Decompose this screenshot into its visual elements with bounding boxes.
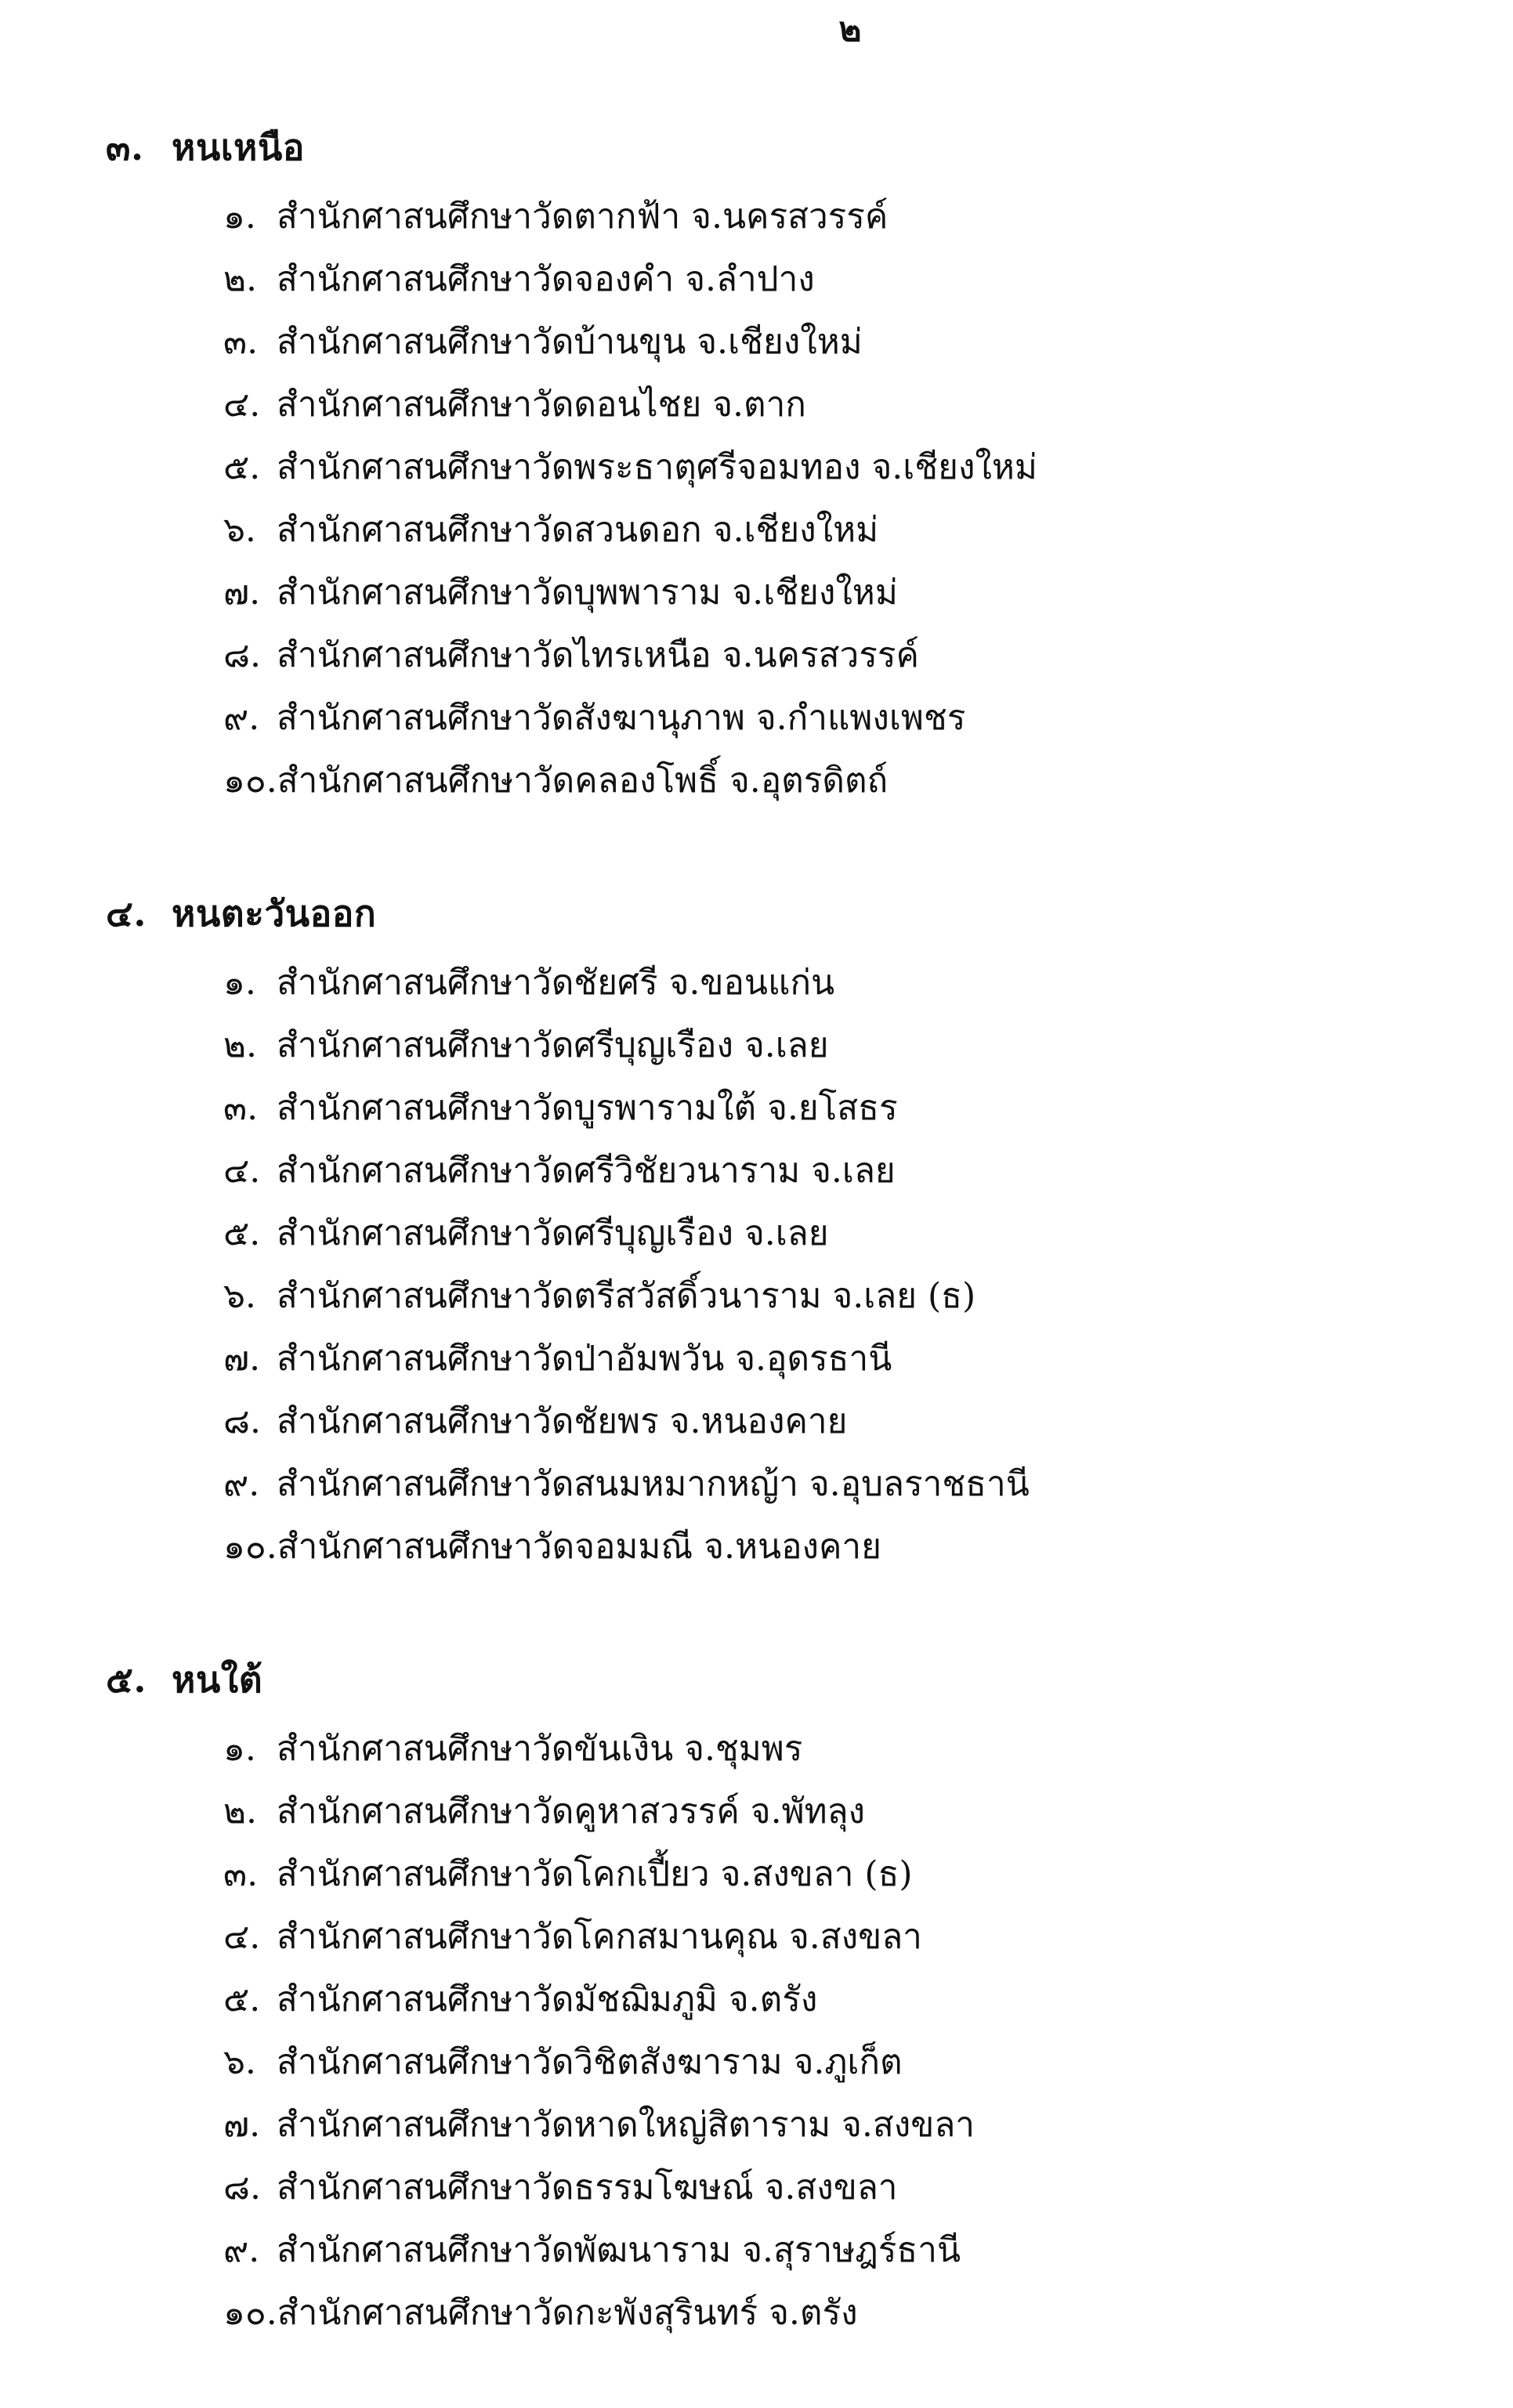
section-title: หนใต้ xyxy=(172,1658,263,1701)
section-title: หนตะวันออก xyxy=(172,891,377,935)
item-number: ๑. xyxy=(223,1729,256,1769)
section-heading xyxy=(0,110,1513,185)
item-number: ๙. xyxy=(223,2230,260,2270)
list-item xyxy=(0,373,1513,436)
item-number: ๓. xyxy=(223,322,259,362)
item-number: ๗. xyxy=(223,2105,261,2145)
item-number: ๖. xyxy=(223,1276,256,1316)
list-item xyxy=(0,1515,1513,1578)
section-number: ๓. xyxy=(106,125,144,168)
item-text: สำนักศาสนศึกษาวัดศรีวิชัยวนาราม จ.เลย xyxy=(277,1151,896,1191)
item-text: สำนักศาสนศึกษาวัดจอมมณี จ.หนองคาย xyxy=(277,1527,881,1567)
list-item xyxy=(0,1452,1513,1515)
item-text: สำนักศาสนศึกษาวัดศรีบุญเรือง จ.เลย xyxy=(277,1213,829,1253)
section-title: หนเหนือ xyxy=(172,125,305,168)
item-number: ๔. xyxy=(223,1151,261,1191)
section-north xyxy=(0,110,1513,812)
item-text: สำนักศาสนศึกษาวัดชัยศรี จ.ขอนแก่น xyxy=(277,963,835,1003)
list-item xyxy=(0,624,1513,686)
item-text: สำนักศาสนศึกษาวัดมัชฌิมภูมิ จ.ตรัง xyxy=(277,1980,818,2019)
item-number: ๕. xyxy=(223,1213,261,1253)
section-number: ๔. xyxy=(106,891,147,935)
item-number: ๔. xyxy=(223,1917,261,1957)
item-text: สำนักศาสนศึกษาวัดขันเงิน จ.ชุมพร xyxy=(277,1729,803,1769)
item-text: สำนักศาสนศึกษาวัดโคกเปี้ยว จ.สงขลา (ธ) xyxy=(277,1854,913,1894)
item-text: สำนักศาสนศึกษาวัดชัยพร จ.หนองคาย xyxy=(277,1401,848,1441)
list-item xyxy=(0,686,1513,749)
item-number: ๑. xyxy=(223,197,256,237)
list-item xyxy=(0,1780,1513,1842)
item-number: ๖. xyxy=(223,510,256,550)
item-number: ๑. xyxy=(223,963,256,1003)
item-text: สำนักศาสนศึกษาวัดสังฆานุภาพ จ.กำแพงเพชร xyxy=(277,698,966,738)
item-text: สำนักศาสนศึกษาวัดศรีบุญเรือง จ.เลย xyxy=(277,1025,829,1065)
list-item xyxy=(0,2156,1513,2218)
item-text: สำนักศาสนศึกษาวัดตรีสวัสดิ์วนาราม จ.เลย (ธ) xyxy=(277,1276,976,1316)
item-number: ๗. xyxy=(223,573,261,613)
item-text: สำนักศาสนศึกษาวัดตากฟ้า จ.นครสวรรค์ xyxy=(277,197,889,237)
item-number: ๔. xyxy=(223,385,261,425)
list-item xyxy=(0,2218,1513,2281)
item-text: สำนักศาสนศึกษาวัดกะพังสุรินทร์ จ.ตรัง xyxy=(277,2293,858,2333)
school-list xyxy=(0,951,1513,1578)
item-number: ๙. xyxy=(223,698,260,738)
list-item xyxy=(0,498,1513,561)
list-item xyxy=(0,2030,1513,2093)
section-list xyxy=(0,110,1513,2408)
item-number: ๓. xyxy=(223,1854,259,1894)
item-text: สำนักศาสนศึกษาวัดดอนไชย จ.ตาก xyxy=(277,385,806,425)
list-item xyxy=(0,1014,1513,1076)
item-text: สำนักศาสนศึกษาวัดคูหาสวรรค์ จ.พัทลุง xyxy=(277,1792,866,1831)
item-number: ๓. xyxy=(223,1088,259,1128)
item-text: สำนักศาสนศึกษาวัดหาดใหญ่สิตาราม จ.สงขลา xyxy=(277,2105,975,2145)
item-number: ๗. xyxy=(223,1339,261,1379)
item-text: สำนักศาสนศึกษาวัดบูรพารามใต้ จ.ยโสธร xyxy=(277,1088,898,1128)
item-number: ๘. xyxy=(223,635,261,675)
item-text: สำนักศาสนศึกษาวัดจองคำ จ.ลำปาง xyxy=(277,259,815,299)
item-number: ๑๐. xyxy=(223,2293,277,2333)
list-item xyxy=(0,749,1513,812)
item-number: ๒. xyxy=(223,1792,257,1831)
section-east xyxy=(0,876,1513,1578)
list-item xyxy=(0,1202,1513,1264)
item-number: ๕. xyxy=(223,447,261,487)
list-item xyxy=(0,1076,1513,1139)
item-text: สำนักศาสนศึกษาวัดไทรเหนือ จ.นครสวรรค์ xyxy=(277,635,919,675)
list-item xyxy=(0,185,1513,248)
list-item xyxy=(0,1327,1513,1390)
item-number: ๘. xyxy=(223,2168,261,2207)
list-item xyxy=(0,1390,1513,1452)
section-heading xyxy=(0,876,1513,951)
item-text: สำนักศาสนศึกษาวัดป่าอัมพวัน จ.อุดรธานี xyxy=(277,1339,892,1379)
item-text: สำนักศาสนศึกษาวัดสนมหมากหญ้า จ.อุบลราชธานี xyxy=(277,1464,1030,1504)
item-number: ๕. xyxy=(223,1980,261,2019)
list-item xyxy=(0,2281,1513,2344)
list-item xyxy=(0,1968,1513,2030)
list-item xyxy=(0,1717,1513,1780)
list-item xyxy=(0,436,1513,498)
item-text: สำนักศาสนศึกษาวัดพัฒนาราม จ.สุราษฎร์ธานี xyxy=(277,2230,961,2270)
item-text: สำนักศาสนศึกษาวัดบุพพาราม จ.เชียงใหม่ xyxy=(277,573,898,613)
list-item xyxy=(0,951,1513,1014)
item-number: ๒. xyxy=(223,1025,257,1065)
list-item xyxy=(0,1264,1513,1327)
section-number: ๕. xyxy=(106,1658,147,1701)
item-number: ๙. xyxy=(223,1464,260,1504)
list-item xyxy=(0,1842,1513,1905)
item-number: ๖. xyxy=(223,2042,256,2082)
item-number: ๒. xyxy=(223,259,257,299)
list-item xyxy=(0,310,1513,373)
list-item xyxy=(0,1139,1513,1202)
item-text: สำนักศาสนศึกษาวัดสวนดอก จ.เชียงใหม่ xyxy=(277,510,879,550)
page-number: ๒ xyxy=(838,9,862,49)
item-text: สำนักศาสนศึกษาวัดพระธาตุศรีจอมทอง จ.เชียงใหม่ xyxy=(277,447,1037,487)
item-text: สำนักศาสนศึกษาวัดบ้านขุน จ.เชียงใหม่ xyxy=(277,322,863,362)
item-number: ๑๐. xyxy=(223,1527,277,1567)
item-text: สำนักศาสนศึกษาวัดโคกสมานคุณ จ.สงขลา xyxy=(277,1917,922,1957)
school-list xyxy=(0,1717,1513,2344)
list-item xyxy=(0,1905,1513,1968)
item-text: สำนักศาสนศึกษาวัดวิชิตสังฆาราม จ.ภูเก็ต xyxy=(277,2042,903,2082)
list-item xyxy=(0,248,1513,310)
item-text: สำนักศาสนศึกษาวัดคลองโพธิ์ จ.อุตรดิตถ์ xyxy=(277,761,889,801)
item-number: ๑๐. xyxy=(223,761,277,801)
section-heading xyxy=(0,1642,1513,1717)
list-item xyxy=(0,2093,1513,2156)
section-south xyxy=(0,1642,1513,2344)
list-item xyxy=(0,561,1513,624)
item-number: ๘. xyxy=(223,1401,261,1441)
school-list xyxy=(0,185,1513,812)
item-text: สำนักศาสนศึกษาวัดธรรมโฆษณ์ จ.สงขลา xyxy=(277,2168,898,2207)
